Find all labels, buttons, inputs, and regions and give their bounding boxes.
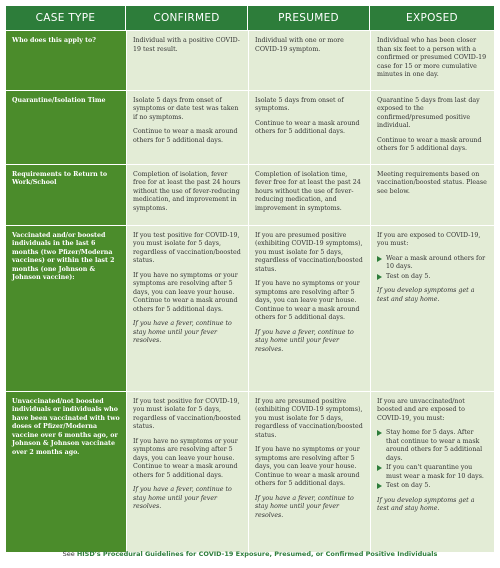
- cell-unvaccinated-confirmed: [126, 391, 248, 552]
- list-item: [377, 273, 488, 282]
- cell-text: If you are presumed positive (exhibiting COVID-19 symptoms), you must isolate for 5 days, regardless of vaccination/boosted status.: [255, 231, 363, 273]
- list-item: [377, 464, 488, 481]
- list-item-text: Test on day 5.: [386, 272, 431, 280]
- cell-text: Completion of isolation time, fever free for at least the past 24 hours without the use of fever-reducing medication, and improvement in symptoms.: [255, 170, 361, 212]
- list-item-text: Test on day 5.: [386, 482, 431, 489]
- cell-who-exposed: [370, 30, 494, 90]
- cell-text: Isolate 5 days from onset of symptoms or date test was taken if no symptoms.: [133, 96, 239, 121]
- footer-prefix: See: [62, 550, 77, 558]
- triangle-bullet-icon: [377, 483, 382, 489]
- list-item: [377, 255, 488, 272]
- row-return: [6, 164, 494, 225]
- cell-vaccinated-confirmed: [126, 225, 248, 391]
- cell-vaccinated-exposed: [370, 225, 494, 391]
- bullet-list: [377, 255, 488, 282]
- row-who: [6, 30, 494, 90]
- cell-text: Meeting requirements based on vaccination/boosted status. Please see below.: [377, 170, 487, 195]
- cell-note: If you develop symptoms get a test and stay home.: [377, 496, 475, 512]
- triangle-bullet-icon: [377, 274, 382, 280]
- cell-quarantine-presumed: [248, 90, 370, 164]
- list-item-text: If you can't quarantine you must wear a mask for 10 days.: [386, 464, 484, 480]
- cell-text: Completion of isolation, fever free for at least the past 24 hours without the use of fever-reducing medication, and improvement in symptoms.: [133, 170, 241, 212]
- cell-note: If you have a fever, continue to stay home until your fever resolves.: [133, 320, 232, 344]
- cell-text: Individual who has been closer than six feet to a person with a confirmed or presumed COVID-19 case for 15 or more cumulative minutes in one day.: [377, 37, 487, 78]
- row-label-return: Requirements to Return to Work/School: [6, 164, 126, 225]
- cell-quarantine-confirmed: [126, 90, 248, 164]
- covid-guidelines-table: [6, 6, 494, 552]
- cell-vaccinated-presumed: [248, 225, 370, 391]
- cell-text: If you have no symptoms or your symptoms are resolving after 5 days, you can leave your house. Continue to wear a mask around others for 5 additional days.: [255, 446, 360, 487]
- cell-text: If you have no symptoms or your symptoms are resolving after 5 days, you can leave your house. Continue to wear a mask around others for 5 additional days.: [133, 437, 238, 479]
- row-label-quarantine: Quarantine/Isolation Time: [6, 90, 126, 164]
- cell-note: If you have a fever, continue to stay home until your fever resolves.: [133, 486, 232, 510]
- triangle-bullet-icon: [377, 465, 382, 471]
- cell-who-confirmed: [126, 30, 248, 90]
- cell-text: If you have no symptoms or your symptoms are resolving after 5 days, you can leave your house. Continue to wear a mask around others for 5 additional days.: [255, 280, 360, 321]
- triangle-bullet-icon: [377, 256, 382, 262]
- guidelines-link[interactable]: HISD's Procedural Guidelines for COVID-19 Exposure, Presumed, or Confirmed Positive Individuals: [76, 550, 438, 558]
- list-item-text: Wear a mask around others for 10 days.: [386, 254, 486, 270]
- bullet-list: [377, 429, 488, 491]
- cell-text: If you are presumed positive (exhibiting COVID-19 symptoms), you must isolate for 5 days, regardless of vaccination/boosted status.: [255, 397, 363, 439]
- row-unvaccinated: [6, 391, 494, 552]
- header-confirmed: CONFIRMED: [126, 6, 248, 30]
- cell-text: Continue to wear a mask around others for 5 additional days.: [255, 119, 360, 135]
- cell-text: Individual with a positive COVID-19 test result.: [133, 37, 240, 53]
- cell-return-confirmed: [126, 164, 248, 225]
- cell-return-presumed: [248, 164, 370, 225]
- header-row: [6, 6, 494, 30]
- row-label-who: Who does this apply to?: [6, 30, 126, 90]
- cell-text: Continue to wear a mask around others for 5 additional days.: [133, 128, 238, 144]
- cell-quarantine-exposed: [370, 90, 494, 164]
- cell-text: If you test positive for COVID-19, you must isolate for 5 days, regardless of vaccination/boosted status.: [133, 231, 241, 264]
- cell-text: Individual with one or more COVID-19 symptom.: [255, 37, 344, 53]
- cell-text: Quarantine 5 days from last day exposed to the confirmed/presumed positive individual.: [377, 96, 480, 129]
- cell-return-exposed: [370, 164, 494, 225]
- cell-text: Continue to wear a mask around others for 5 additional days.: [377, 136, 482, 152]
- cell-note: If you develop symptoms get a test and stay home.: [377, 287, 475, 303]
- header-presumed: PRESUMED: [248, 6, 370, 30]
- cell-unvaccinated-presumed: [248, 391, 370, 552]
- header-exposed: EXPOSED: [370, 6, 494, 30]
- cell-text: Isolate 5 days from onset of symptoms.: [255, 96, 344, 112]
- list-item-text: Stay home for 5 days. After that continue to wear a mask around others for 5 additional days.: [386, 429, 483, 462]
- row-label-unvaccinated: Unvaccinated/not boosted individuals or individuals who have been vaccinated with two doses of Pfizer/Moderna vaccine over 6 months ago, or Johnson & Johnson vaccinate over 2 months ago.: [6, 391, 126, 552]
- cell-note: If you have a fever, continue to stay home until your fever resolves.: [255, 494, 354, 519]
- cell-who-presumed: [248, 30, 370, 90]
- list-item: [377, 482, 488, 491]
- header-case-type: CASE TYPE: [6, 6, 126, 30]
- row-quarantine: [6, 90, 494, 164]
- row-vaccinated: [6, 225, 494, 391]
- cell-text: If you have no symptoms or your symptoms are resolving after 5 days, you can leave your house. Continue to wear a mask around others for 5 additional days.: [133, 271, 238, 313]
- cell-text: If you are exposed to COVID-19, you must:: [377, 231, 481, 247]
- list-item: [377, 429, 488, 463]
- cell-unvaccinated-exposed: [370, 391, 494, 552]
- row-label-vaccinated: Vaccinated and/or boosted individuals in the last 6 months (two Pfizer/Moderna vaccines) or within the last 2 months (one Johnson & Johnson vaccine):: [6, 225, 126, 391]
- triangle-bullet-icon: [377, 430, 382, 436]
- cell-text: If you test positive for COVID-19, you must isolate for 5 days, regardless of vaccination/boosted status.: [133, 397, 241, 430]
- cell-note: If you have a fever, continue to stay home until your fever resolves.: [255, 328, 354, 353]
- cell-text: If you are unvaccinated/not boosted and are exposed to COVID-19, you must:: [377, 397, 465, 422]
- footer-note: [0, 550, 500, 558]
